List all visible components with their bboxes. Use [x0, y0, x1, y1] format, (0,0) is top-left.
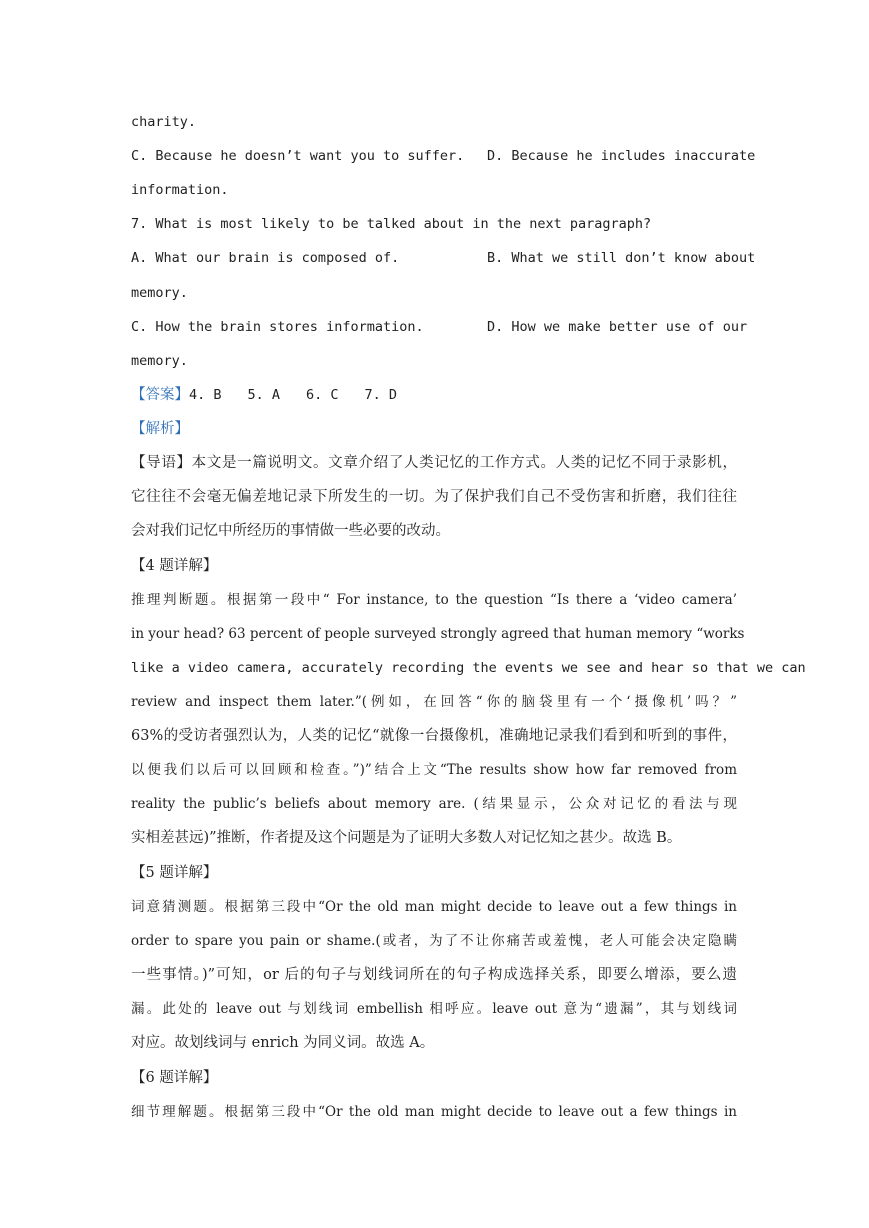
q4-heading: 【4 题详解】 [131, 558, 218, 574]
intro-line: 它往往不会毫无偏差地记录下所发生的一切。为了保护我们自己不受伤害和折磨，我们往往 [131, 489, 737, 505]
q4-line: 以便我们以后可以回顾和检查。”)”结合上文“The results show how far removed from [131, 762, 737, 778]
text-line: charity. [131, 114, 197, 130]
answer-item: 4. B [189, 387, 222, 403]
q5-heading: 【5 题详解】 [131, 865, 218, 881]
intro-text: 本文是一篇说明文。文章介绍了人类记忆的工作方式。人类的记忆不同于录影机， [191, 455, 738, 471]
option-c: C. Because he doesn’t want you to suffer. [131, 148, 465, 164]
q5-line: order to spare you pain or shame.(或者，为了不让你痛苦或羞愧，老人可能会决定隐瞒 [131, 933, 737, 949]
intro-label: 【导语】 [131, 455, 192, 471]
answer-item: 5. A [247, 387, 281, 403]
q6-line: 细节理解题。根据第三段中“Or the old man might decide to leave out a few things in [131, 1104, 737, 1120]
q5-line: 漏。此处的 leave out 与划线词 embellish 相呼应。leave out 意为“遗漏”，其与划线词 [131, 1001, 737, 1017]
answer-item: 6. C [306, 387, 339, 403]
q4-line: 推理判断题。根据第一段中“ For instance, to the question “Is there a ‘video camera’ [131, 592, 737, 608]
answer-label: 【答案】 [131, 387, 189, 403]
answer-line [131, 386, 737, 404]
option-b: B. What we still don’t know about [487, 250, 756, 266]
q5-line: 一些事情。)”可知，or 后的句子与划线词所在的句子构成选择关系，即要么增添，要么遗 [131, 967, 737, 983]
question-7: 7. What is most likely to be talked about in the next paragraph? [131, 216, 652, 232]
option-d: D. Because he includes inaccurate [487, 148, 756, 164]
intro-line: 会对我们记忆中所经历的事情做一些必要的改动。 [131, 523, 450, 539]
option-d: D. How we make better use of our [487, 319, 748, 335]
option-c: C. How the brain stores information. [131, 319, 424, 335]
q4-line: review and inspect them later.”(例如，在回答“你的脑袋里有一个‘摄像机’吗？” [131, 694, 737, 710]
q4-line: 实相差甚远)”推断，作者提及这个问题是为了证明大多数人对记忆知之甚少。故选 B。 [131, 830, 682, 846]
q5-line: 对应。故划线词与 enrich 为同义词。故选 A。 [131, 1035, 435, 1051]
text-line: memory. [131, 285, 188, 301]
option-a: A. What our brain is composed of. [131, 250, 400, 266]
analysis-label: 【解析】 [131, 421, 189, 437]
text-line: information. [131, 182, 229, 198]
q4-line: in your head? 63 percent of people surveyed strongly agreed that human memory “works [131, 626, 745, 642]
q4-line: like a video camera, accurately recording the events we see and hear so that we can [131, 660, 806, 676]
intro-line [131, 454, 737, 472]
text-line: memory. [131, 353, 188, 369]
q4-line: 63%的受访者强烈认为，人类的记忆“就像一台摄像机，准确地记录我们看到和听到的事件， [131, 728, 737, 744]
q5-line: 词意猜测题。根据第三段中“Or the old man might decide to leave out a few things in [131, 899, 737, 915]
answer-item: 7. D [364, 387, 398, 403]
q4-line: reality the public’s beliefs about memory are. (结果显示，公众对记忆的看法与现 [131, 796, 737, 812]
q6-heading: 【6 题详解】 [131, 1070, 218, 1086]
